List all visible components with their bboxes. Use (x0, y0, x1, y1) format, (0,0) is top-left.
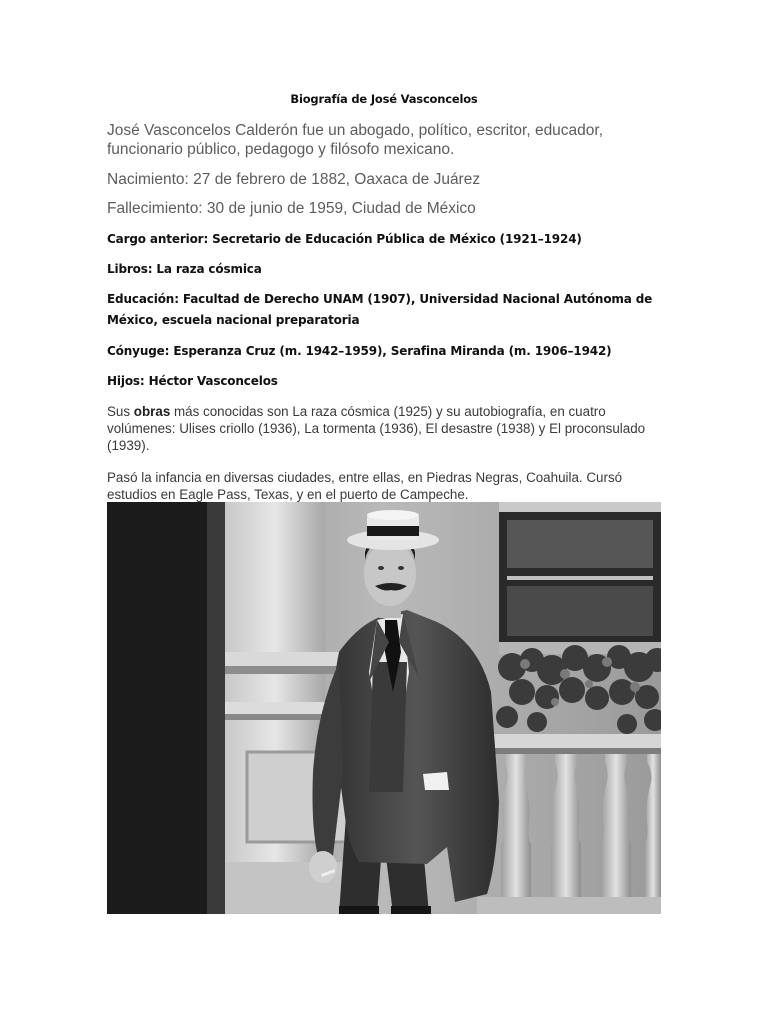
obras-prefix: Sus (107, 404, 134, 419)
portrait-photo (107, 502, 661, 914)
obras-bold: obras (133, 404, 171, 419)
page-title: Biografía de José Vasconcelos (290, 92, 478, 106)
death-line: Fallecimiento: 30 de junio de 1959, Ciudad de México (107, 200, 476, 217)
conyuge-fact: Cónyuge: Esperanza Cruz (m. 1942–1959), Serafina Miranda (m. 1906–1942) (107, 344, 612, 358)
obras-paragraph (107, 403, 667, 454)
intro-paragraph: José Vasconcelos Calderón fue un abogado, político, escritor, educador, funcionario público, pedagogo y filósofo mexicano. (107, 122, 604, 158)
cargo-fact: Cargo anterior: Secretario de Educación Pública de México (1921–1924) (107, 232, 582, 246)
hijos-fact: Hijos: Héctor Vasconcelos (107, 374, 278, 388)
libros-fact: Libros: La raza cósmica (107, 262, 262, 276)
birth-line: Nacimiento: 27 de febrero de 1882, Oaxaca de Juárez (107, 171, 481, 188)
obras-rest: más conocidas son La raza cósmica (1925) y su autobiografía, en cuatro volúmenes: Ulises criollo (1936), La tormenta (1936), El desastre (1938) y El proconsulado (1939). (107, 404, 646, 453)
educacion-fact: Educación: Facultad de Derecho UNAM (1907), Universidad Nacional Autónoma de México, escuela nacional preparatoria (107, 292, 653, 327)
infancia-paragraph: Pasó la infancia en diversas ciudades, entre ellas, en Piedras Negras, Coahuila. Cursó estudios en Eagle Pass, Texas, y en el puerto de Campeche. (107, 470, 623, 502)
